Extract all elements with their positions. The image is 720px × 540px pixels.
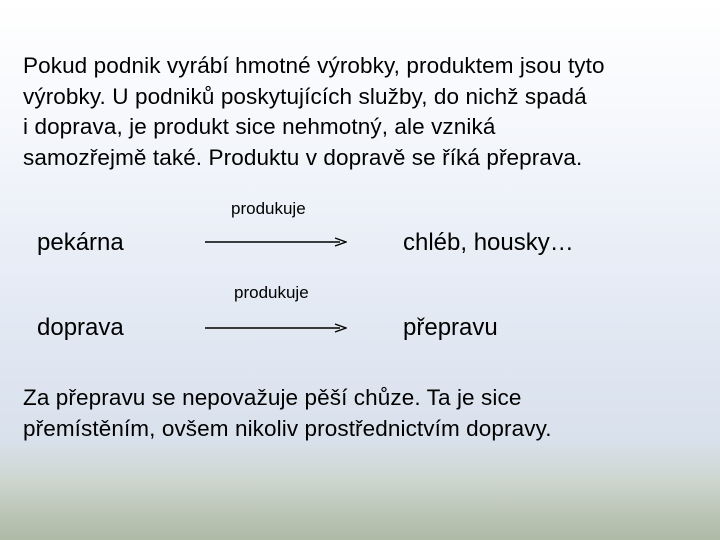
intro-line: Pokud podnik vyrábí hmotné výrobky, produktem jsou tyto — [23, 53, 605, 78]
relation-subject: doprava — [37, 314, 124, 341]
relation-verb: produkuje — [231, 199, 306, 218]
arrow-right-icon — [205, 236, 347, 248]
intro-line: i doprava, je produkt sice nehmotný, ale vzniká — [23, 114, 496, 139]
relation-object: chléb, housky… — [403, 229, 574, 256]
relation-object: přepravu — [403, 314, 498, 341]
arrow-right-icon — [205, 322, 347, 334]
outro-paragraph — [23, 383, 552, 444]
intro-line: výrobky. U podniků poskytujících služby, do nichž spadá — [23, 83, 587, 109]
outro-line: Za přepravu se nepovažuje pěší chůze. Ta je sice — [23, 385, 522, 410]
outro-line: přemístěním, ovšem nikoliv prostřednictvím dopravy. — [23, 415, 552, 441]
intro-line: samozřejmě také. Produktu v dopravě se říká přeprava. — [23, 144, 583, 170]
relation-subject: pekárna — [37, 229, 124, 256]
intro-paragraph — [23, 51, 605, 173]
relation-verb: produkuje — [234, 283, 309, 302]
